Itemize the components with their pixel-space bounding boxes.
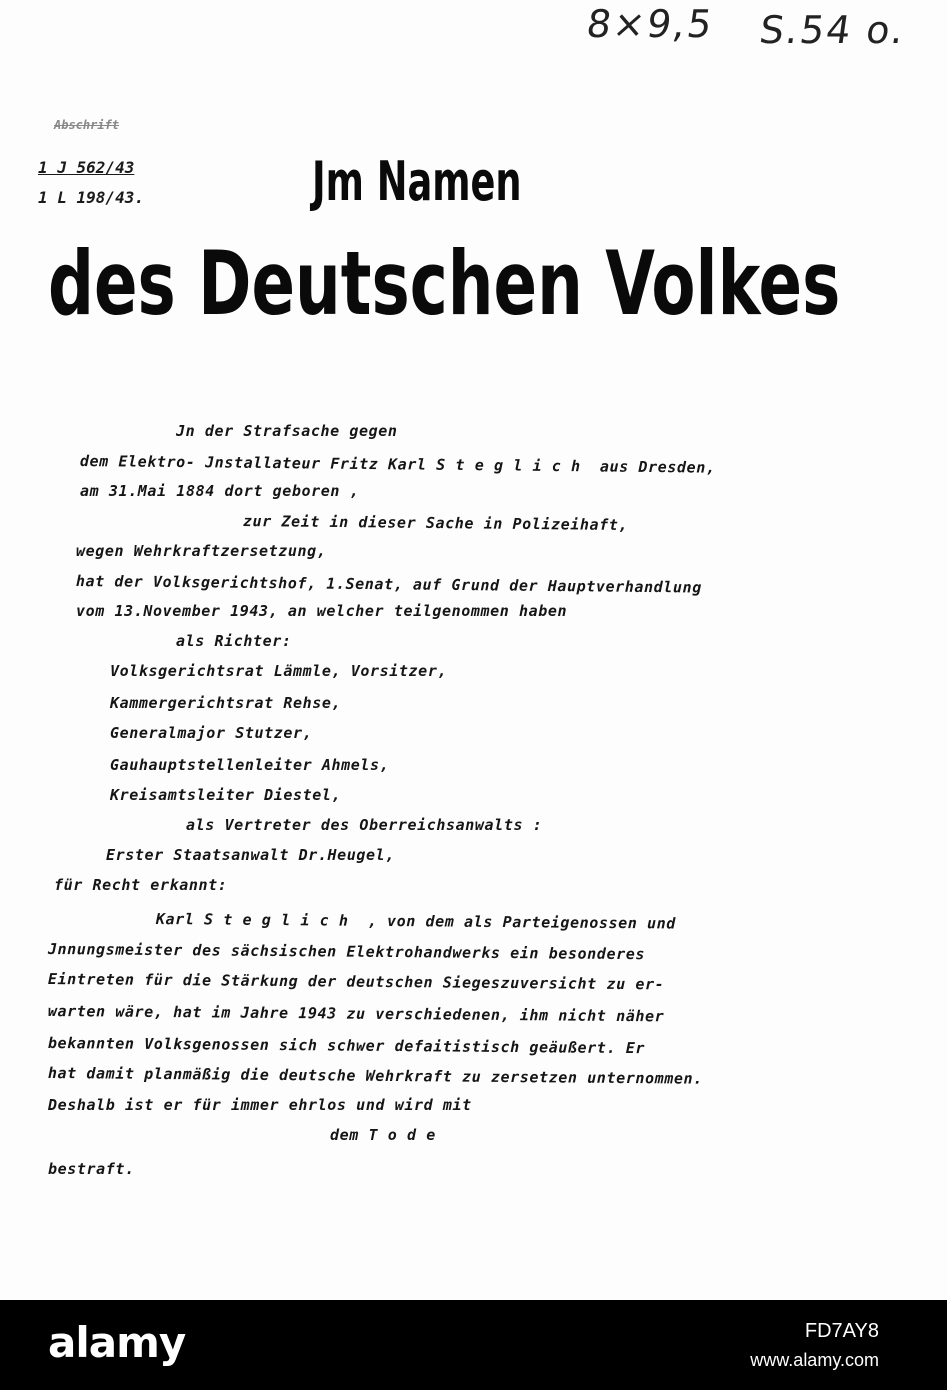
body-line: Generalmajor Stutzer, [110,724,313,742]
file-reference-2: 1 L 198/43. [38,188,144,207]
body-line: Kreisamtsleiter Diestel, [110,786,342,804]
body-line: Kammergerichtsrat Rehse, [110,694,342,712]
body-line: als Richter: [176,632,292,650]
body-line: Gauhauptstellenleiter Ahmels, [110,756,390,774]
body-line: Karl S t e g l i c h , von dem als Parteigenossen und [155,910,677,933]
body-line: bekannten Volksgenossen sich schwer defaitistisch geäußert. Er [47,1034,646,1058]
body-line: dem Elektro- Jnstallateur Fritz Karl S t e g l i c h aus Dresden, [79,452,716,477]
handwritten-dimensions: 8×9,5 [583,2,717,46]
title-line-2: des Deutschen Volkes [48,232,841,335]
handwritten-page-number: S.54 o. [756,8,909,52]
file-reference-1: 1 J 562/43 [38,158,135,177]
body-line: für Recht erkannt: [54,876,228,894]
title-line-1: Jm Namen [312,150,522,213]
body-line: zur Zeit in dieser Sache in Polizeihaft, [242,512,629,535]
abschrift-stamp: Abschrift [54,118,120,132]
body-line: Erster Staatsanwalt Dr.Heugel, [106,846,395,864]
body-line: Jn der Strafsache gegen [176,422,398,440]
body-line: Jnnungsmeister des sächsischen Elektrohandwerks ein besonderes [47,940,646,964]
body-line: Deshalb ist er für immer ehrlos und wird mit [48,1096,472,1114]
body-line: hat damit planmäßig die deutsche Wehrkraft zu zersetzen unternommen. [47,1064,703,1088]
body-line: Volksgerichtsrat Lämmle, Vorsitzer, [110,662,448,680]
body-line: am 31.Mai 1884 dort geboren , [80,482,360,500]
body-line: vom 13.November 1943, an welcher teilgenommen haben [76,602,568,620]
alamy-logo: alamy [48,1318,186,1367]
watermark-footer [0,1300,947,1390]
image-id: FD7AY8 [804,1320,879,1342]
body-line: dem T o d e [330,1126,436,1144]
body-line: warten wäre, hat im Jahre 1943 zu verschiedenen, ihm nicht näher [47,1002,665,1026]
body-line: wegen Wehrkraftzersetzung, [76,542,327,560]
footer-url: www.alamy.com [750,1350,879,1370]
body-line: als Vertreter des Oberreichsanwalts : [186,816,543,834]
body-line: Eintreten für die Stärkung der deutschen Siegeszuversicht zu er- [47,970,665,994]
body-line: bestraft. [48,1160,135,1178]
body-line: hat der Volksgerichtshof, 1.Senat, auf Grund der Hauptverhandlung [75,572,702,597]
